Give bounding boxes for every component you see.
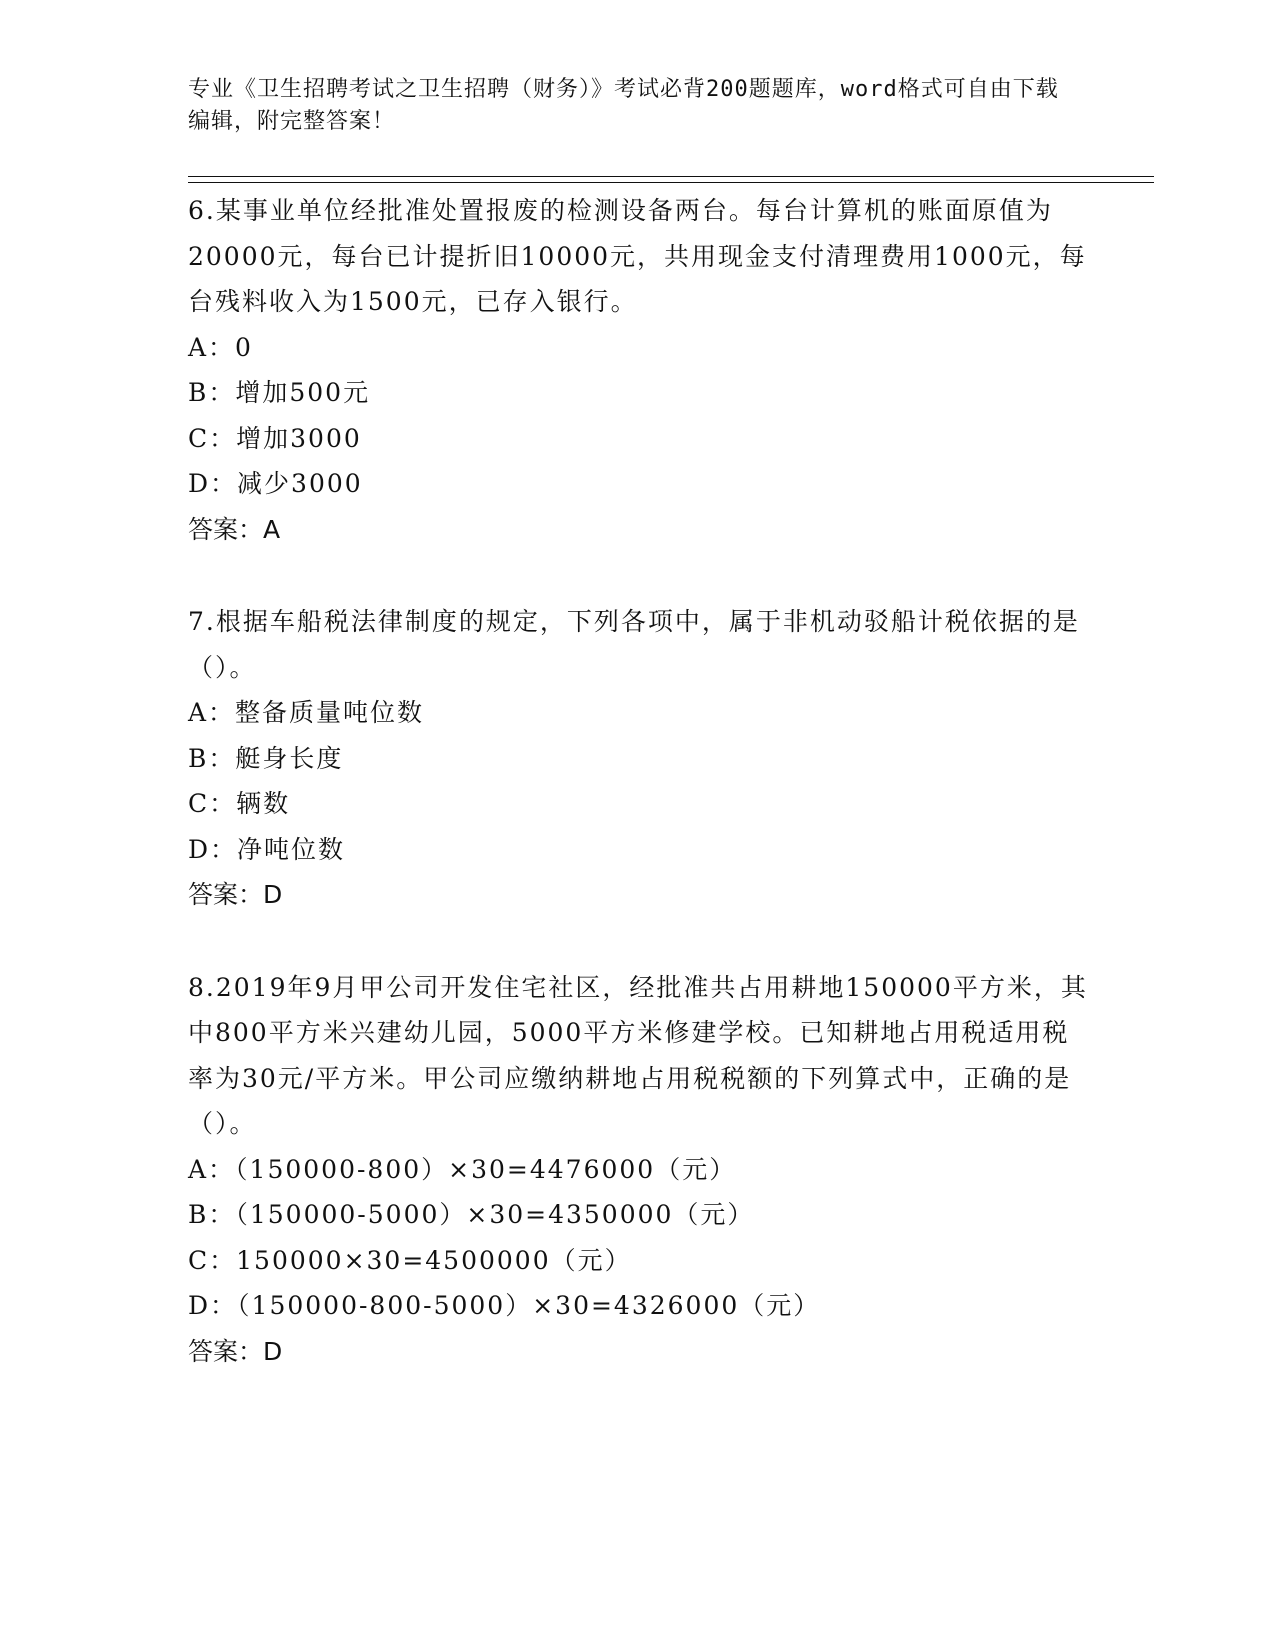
option-list [188, 325, 1088, 507]
option-b: B：艇身长度 [188, 743, 344, 773]
option-b: B：增加500元 [188, 378, 371, 407]
answer-line: 答案：A [188, 514, 281, 544]
question-list [188, 186, 1088, 1374]
option-c: C：增加3000 [188, 423, 362, 453]
option-d: D：减少3000 [188, 469, 363, 498]
option-d: D：净吨位数 [188, 834, 346, 864]
option-d: D：（150000-800-5000）×30=4326000（元） [188, 1291, 821, 1320]
question-spacer [188, 552, 1088, 597]
question-stem: 8.2019年9月甲公司开发住宅社区，经批准共占用耕地150000平方米，其中800平方米兴建幼儿园，5000平方米修建学校。已知耕地占用税适用税率为30元/平方米。甲公司应缴纳耕地占用税税额的下列算式中，正确的是（）。 [188, 972, 1088, 1138]
question-spacer [188, 918, 1088, 963]
header-divider-bottom [188, 182, 1154, 183]
question-stem: 7.根据车船税法律制度的规定，下列各项中，属于非机动驳船计税依据的是（）。 [188, 607, 1080, 682]
question-stem: 6.某事业单位经批准处置报废的检测设备两台。每台计算机的账面原值为20000元，每台已计提折旧10000元，共用现金支付清理费用1000元，每台残料收入为1500元，已存入银行。 [188, 196, 1087, 316]
document-header [188, 74, 1068, 138]
answer-line: 答案：D [188, 1336, 283, 1366]
answer-line: 答案：D [188, 880, 283, 909]
question-6 [188, 186, 1088, 552]
option-a: A：（150000-800）×30=4476000（元） [188, 1154, 737, 1184]
option-list [188, 690, 1088, 872]
header-title: 专业《卫生招聘考试之卫生招聘（财务）》考试必背200题题库，word格式可自由下载编辑，附完整答案！ [188, 77, 1059, 134]
question-8 [188, 963, 1088, 1375]
option-c: C：辆数 [188, 789, 291, 818]
option-b: B：（150000-5000）×30=4350000（元） [188, 1200, 755, 1229]
option-a: A：整备质量吨位数 [188, 698, 425, 727]
option-a: A：0 [188, 332, 253, 362]
question-7 [188, 597, 1088, 918]
option-list [188, 1147, 1088, 1329]
option-c: C：150000×30=4500000（元） [188, 1245, 632, 1275]
header-divider-top [188, 176, 1154, 177]
